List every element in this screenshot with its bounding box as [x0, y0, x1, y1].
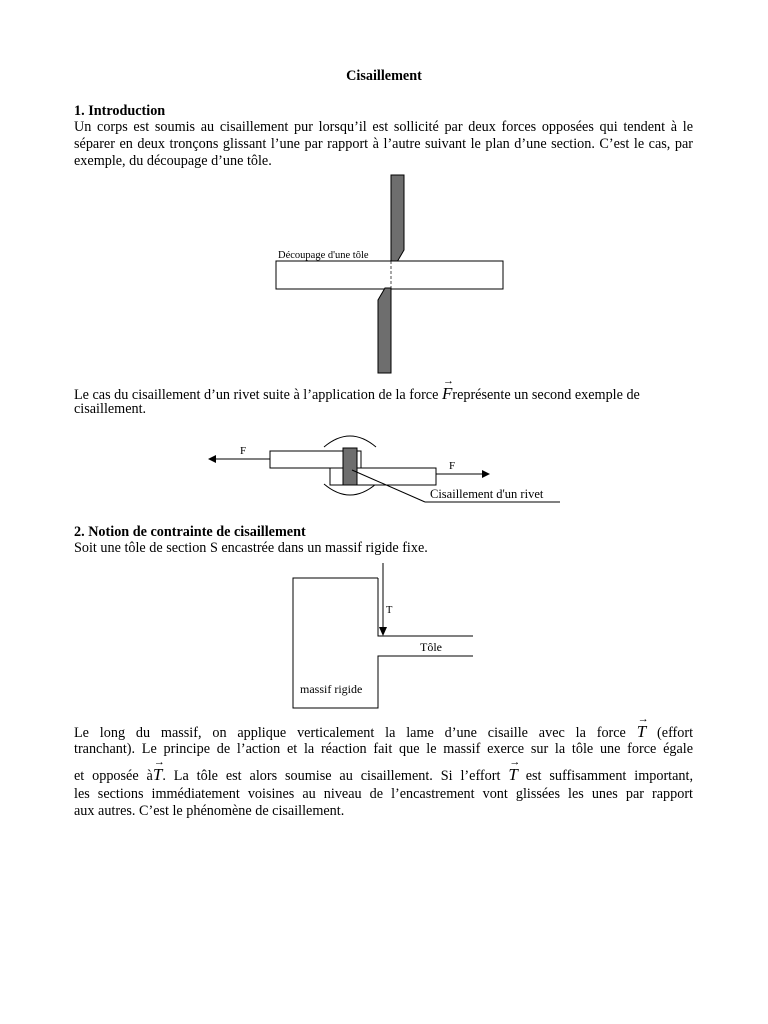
force-vector-F: → F: [441, 375, 454, 403]
lower-blade: [378, 288, 391, 373]
paragraph-line-1: Le long du massif, on applique verticalement la lame d’une cisaille avec la force → T (effort: [74, 713, 694, 741]
paragraph-line-3: et opposée à → T. La tôle est alors soumise au cisaillement. Si l’effort → T est suffisamment important,: [74, 756, 694, 784]
rivet-text-after: représente un second exemple de: [452, 387, 640, 403]
fig2-label: Cisaillement d'un rivet: [430, 487, 544, 501]
figure-decoupage-tole: [260, 170, 520, 380]
section-1-heading: 1. Introduction: [74, 103, 166, 119]
force-vector-T-3: → T: [508, 756, 521, 784]
section-2-paragraph: Soit une tôle de section S encastrée dans un massif rigide fixe.: [74, 540, 428, 556]
rivet-head-bottom: [324, 484, 376, 495]
figure-massif-rigide: [285, 560, 485, 715]
rivet-shank: [343, 448, 357, 485]
paragraph-line-2: tranchant). Le principe de l’action et la réaction fait que le massif exerce sur la tôle une force égale: [74, 741, 693, 757]
section-1-paragraph: Un corps est soumis au cisaillement pur lorsqu’il est sollicité par deux forces opposées qui tendent à le séparer en deux tronçons glissant l’une par rapport à l’autre suivant le plan d’une section. C’est le cas, par exemple, du découpage d’une tôle.: [74, 119, 693, 169]
paragraph-line-5: aux autres. C’est le phénomène de cisaillement.: [74, 803, 345, 819]
figure-cisaillement-rivet: [200, 430, 570, 506]
fig2-left-force: F: [240, 445, 247, 457]
fig3-tole-label: Tôle: [420, 640, 442, 654]
rivet-head-top: [324, 436, 376, 447]
upper-blade: [391, 175, 404, 262]
force-vector-T-2: → T: [152, 756, 165, 784]
fig3-massif-label: massif rigide: [300, 682, 363, 696]
rivet-text-before: Le cas du cisaillement d’un rivet suite à l’application de la force: [74, 387, 439, 403]
section-2-heading: 2. Notion de contrainte de cisaillement: [74, 524, 306, 540]
sheet-rectangle: [276, 261, 503, 289]
fig1-label: Découpage d'une tôle: [278, 250, 369, 261]
fig2-right-force: F: [449, 460, 456, 472]
force-vector-T-1: → T: [636, 713, 649, 741]
page-title: Cisaillement: [346, 68, 422, 84]
paragraph-line-4: les sections immédiatement voisines au niveau de l’encastrement vont glissées les unes par rapport: [74, 786, 693, 802]
rivet-paragraph-line2: cisaillement.: [74, 401, 147, 417]
fig3-force-label: T: [386, 605, 393, 616]
